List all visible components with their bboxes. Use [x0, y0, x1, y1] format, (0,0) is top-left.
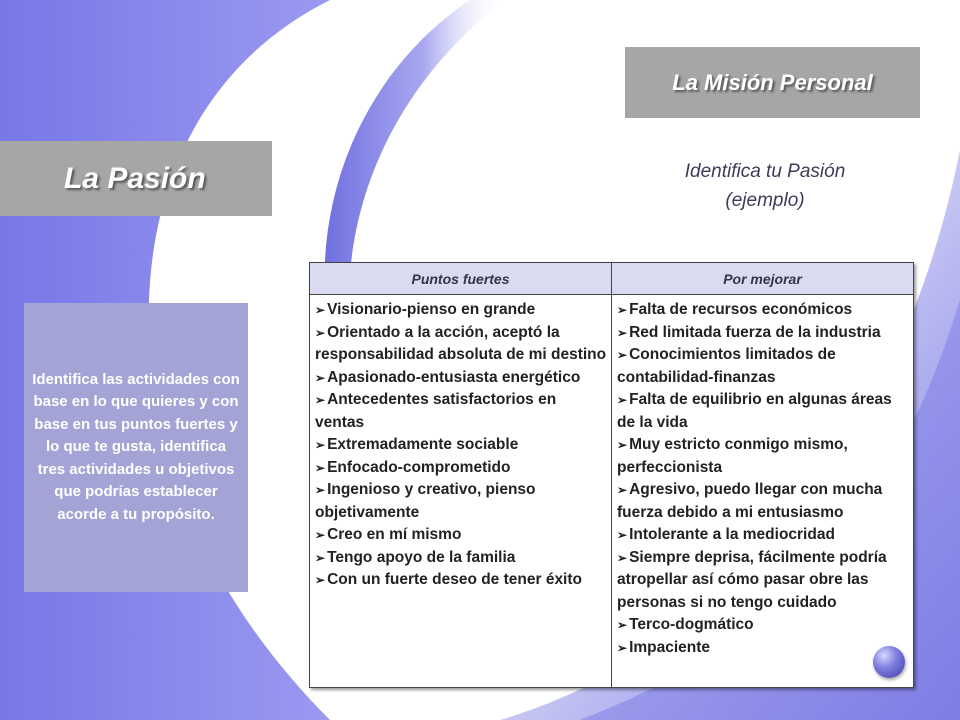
- list-item: ➢ Terco-dogmático: [617, 614, 910, 637]
- header-strengths: Puntos fuertes: [411, 270, 510, 287]
- list-item: ➢ Antecedentes satisfactorios en ventas: [315, 389, 608, 434]
- strengths-column: [310, 295, 611, 687]
- nav-sphere-icon[interactable]: [873, 646, 905, 678]
- strengths-list: [315, 299, 608, 592]
- subtitle-line-2: (ejemplo): [725, 190, 805, 211]
- list-item: ➢ Orientado a la acción, aceptó la responsabilidad absoluta de mi destino: [315, 322, 608, 367]
- passion-title: La Pasión: [64, 161, 206, 195]
- list-item: ➢ Red limitada fuerza de la industria: [617, 322, 910, 345]
- list-item: ➢ Tengo apoyo de la familia: [315, 547, 608, 570]
- table-body: [310, 295, 913, 687]
- instructions-box: [24, 303, 248, 592]
- improvements-column: [611, 295, 913, 687]
- list-item: ➢ Apasionado-entusiasta energético: [315, 367, 608, 390]
- list-item: ➢ Siempre deprisa, fácilmente podría atropellar así cómo pasar obre las personas si no tengo cuidado: [617, 547, 910, 615]
- list-item: ➢ Extremadamente sociable: [315, 434, 608, 457]
- list-item: ➢ Conocimientos limitados de contabilidad-finanzas: [617, 344, 910, 389]
- subtitle-line-1: Identifica tu Pasión: [684, 161, 846, 182]
- header-improvements: Por mejorar: [611, 263, 913, 294]
- passion-title-box: [0, 141, 272, 216]
- mission-title: La Misión Personal: [672, 69, 873, 95]
- list-item: ➢ Enfocado-comprometido: [315, 457, 608, 480]
- list-item: ➢ Ingenioso y creativo, pienso objetivamente: [315, 479, 608, 524]
- list-item: ➢ Intolerante a la mediocridad: [617, 524, 910, 547]
- list-item: ➢ Visionario-pienso en grande: [315, 299, 608, 322]
- list-item: ➢ Muy estricto conmigo mismo, perfeccionista: [617, 434, 910, 479]
- list-item: ➢ Impaciente: [617, 637, 910, 660]
- list-item: ➢ Falta de equilibrio en algunas áreas de la vida: [617, 389, 910, 434]
- list-item: ➢ Falta de recursos económicos: [617, 299, 910, 322]
- mission-title-box: [625, 47, 920, 118]
- list-item: ➢ Agresivo, puedo llegar con mucha fuerza debido a mi entusiasmo: [617, 479, 910, 524]
- slide-subtitle: [620, 157, 910, 215]
- instructions-text: Identifica las actividades con base en lo que quieres y con base en tus puntos fuertes y lo que te gusta, identifica tres actividades u objetivos que podrías establecer acorde a tu propósito.: [32, 371, 240, 523]
- table-header: [310, 263, 913, 295]
- passion-table: [309, 262, 914, 688]
- list-item: ➢ Con un fuerte deseo de tener éxito: [315, 569, 608, 592]
- list-item: ➢ Creo en mí mismo: [315, 524, 608, 547]
- improvements-list: [617, 299, 910, 659]
